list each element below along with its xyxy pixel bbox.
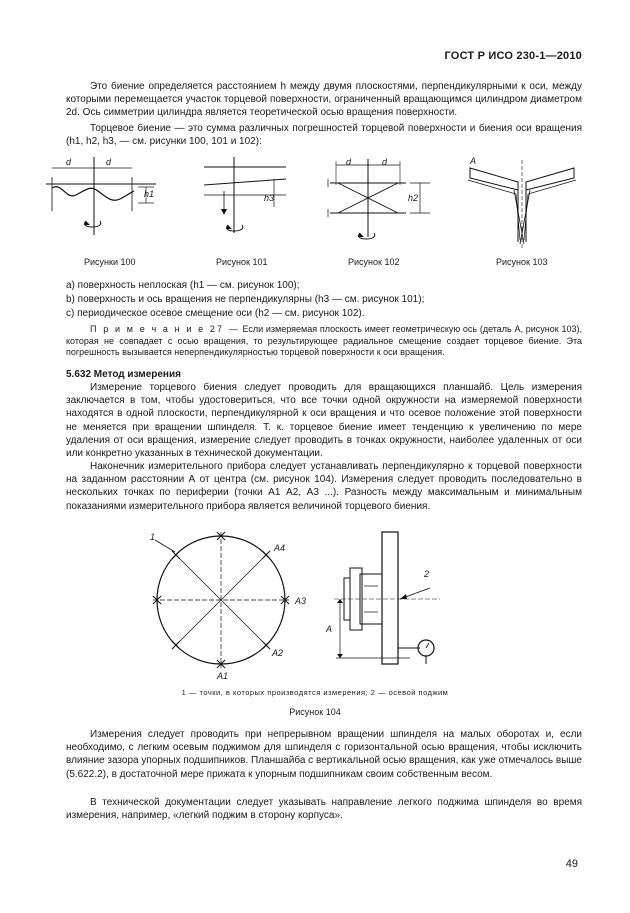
fig103-label-A: A bbox=[470, 156, 477, 166]
fig104-label-A3: A3 bbox=[295, 596, 307, 606]
fig102-label-h2: h2 bbox=[408, 193, 419, 203]
fig104-label-A4: A4 bbox=[274, 543, 286, 553]
note-text: Если измеряемая плоскость имеет геометрическую ось (деталь А, рисунок 103), которая не совпадает с осью вращения, то результирующее радиальное смещение создает торцевое биение. Эта погрешность вызывается неперпендикулярностью торцевой поверхности к оси вращения. bbox=[66, 324, 582, 357]
paragraph-6: В технической документации следует указывать направление легкого поджима шпинделя во время измерения, например, «легкий поджим в сторону корпуса». bbox=[66, 797, 582, 822]
fig100-label-d2: d bbox=[106, 157, 112, 167]
section-title: 5.632 Метод измерения bbox=[66, 369, 181, 380]
caption-fig-100: Рисунки 100 bbox=[84, 257, 136, 267]
figure-101 bbox=[200, 155, 290, 237]
caption-fig-103: Рисунок 103 bbox=[496, 257, 548, 267]
page-number: 49 bbox=[565, 858, 578, 870]
fig104-label-2: 2 bbox=[424, 569, 430, 579]
list-item: a) поверхность неплоская (h1 — см. рисунок 100); bbox=[66, 280, 300, 291]
note bbox=[66, 324, 582, 359]
list-item: b) поверхность и ось вращения не перпендикулярны (h3 — см. рисунок 101); bbox=[66, 294, 425, 305]
fig104-label-1: 1 bbox=[150, 532, 156, 542]
fig104-legend: 1 — точки, в которых производятся измерения; 2 — осевой поджим bbox=[181, 688, 449, 697]
figure-103 bbox=[462, 150, 582, 250]
note-prefix: П р и м е ч а н и е 27 — bbox=[90, 324, 240, 334]
paragraph-3: Измерение торцевого биения следует проводить для вращающихся планшайб. Цель измерения заключается в том, чтобы удостовериться, что все точки одной окружности на измеряемой поверхности находятся в одной плоскости, перпендикулярной к оси вращения и что осевое положение этой поверхности не меняется при вращении шпинделя. Т. к. торцевое биение имеет тенденцию к увеличению по мере удаления от оси вращения, измерение следует проводить в точках окружности, наиболее удаленных от оси или конкретно указанных в технической документации. bbox=[66, 382, 582, 460]
fig100-label-h1: h1 bbox=[144, 189, 155, 199]
fig102-label-d1: d bbox=[346, 157, 352, 167]
list-item: c) периодическое осевое смещение оси (h2 — см. рисунок 102). bbox=[66, 308, 365, 319]
figure-104-side bbox=[330, 528, 450, 668]
caption-fig-101: Рисунок 101 bbox=[216, 257, 268, 267]
paragraph-5: Измерения следует проводить при непрерывном вращении шпинделя на малых оборотах и, если необходимо, с легким осевым поджимом для шпинделя с горизонтальной осью вращения, чтобы исключить влияние зазора упорных подшипников. Планшайба с вертикальной осью вращения, как уже отмечалось выше (5.622.2), в достаточной мере прижата к упорным подшипникам своим собственным весом. bbox=[66, 729, 582, 780]
paragraph-2: Торцевое биение — это сумма различных погрешностей торцевой поверхности и биения оси вращения (h1, h2, h3, — см. рисунки 100, 101 и 102): bbox=[66, 123, 582, 148]
fig104-label-A2: A2 bbox=[272, 648, 284, 658]
caption-fig-102: Рисунок 102 bbox=[348, 257, 400, 267]
fig104-label-A: A bbox=[326, 624, 333, 634]
fig102-label-d2: d bbox=[382, 157, 388, 167]
fig104-caption: Рисунок 104 bbox=[289, 707, 341, 717]
paragraph-4: Наконечник измерительного прибора следует устанавливать перпендикулярно к торцевой поверхности на заданном расстоянии А от центра (см. рисунок 104). Измерения следует проводить последовательно в нескольких точках по периферии (точки А1 А2, А3 ...). Разность между максимальным и минимальным показаниями измерительного прибора является величиной торцевого биения. bbox=[66, 461, 582, 512]
fig100-label-d1: d bbox=[66, 157, 72, 167]
fig104-label-A1: A1 bbox=[217, 671, 229, 681]
figure-100 bbox=[42, 155, 160, 237]
document-header: ГОСТ Р ИСО 230-1—2010 bbox=[444, 50, 582, 62]
figure-104-circle bbox=[145, 530, 315, 685]
paragraph-1: Это биение определяется расстоянием h между двумя плоскостями, перпендикулярными к оси, между которыми перемещается участок торцевой поверхности, ограниченный вращающимся цилиндром диаметром 2d. Ось симметрии цилиндра является теоретической осью вращения поверхности. bbox=[66, 81, 582, 119]
fig101-label-h3: h3 bbox=[264, 193, 275, 203]
